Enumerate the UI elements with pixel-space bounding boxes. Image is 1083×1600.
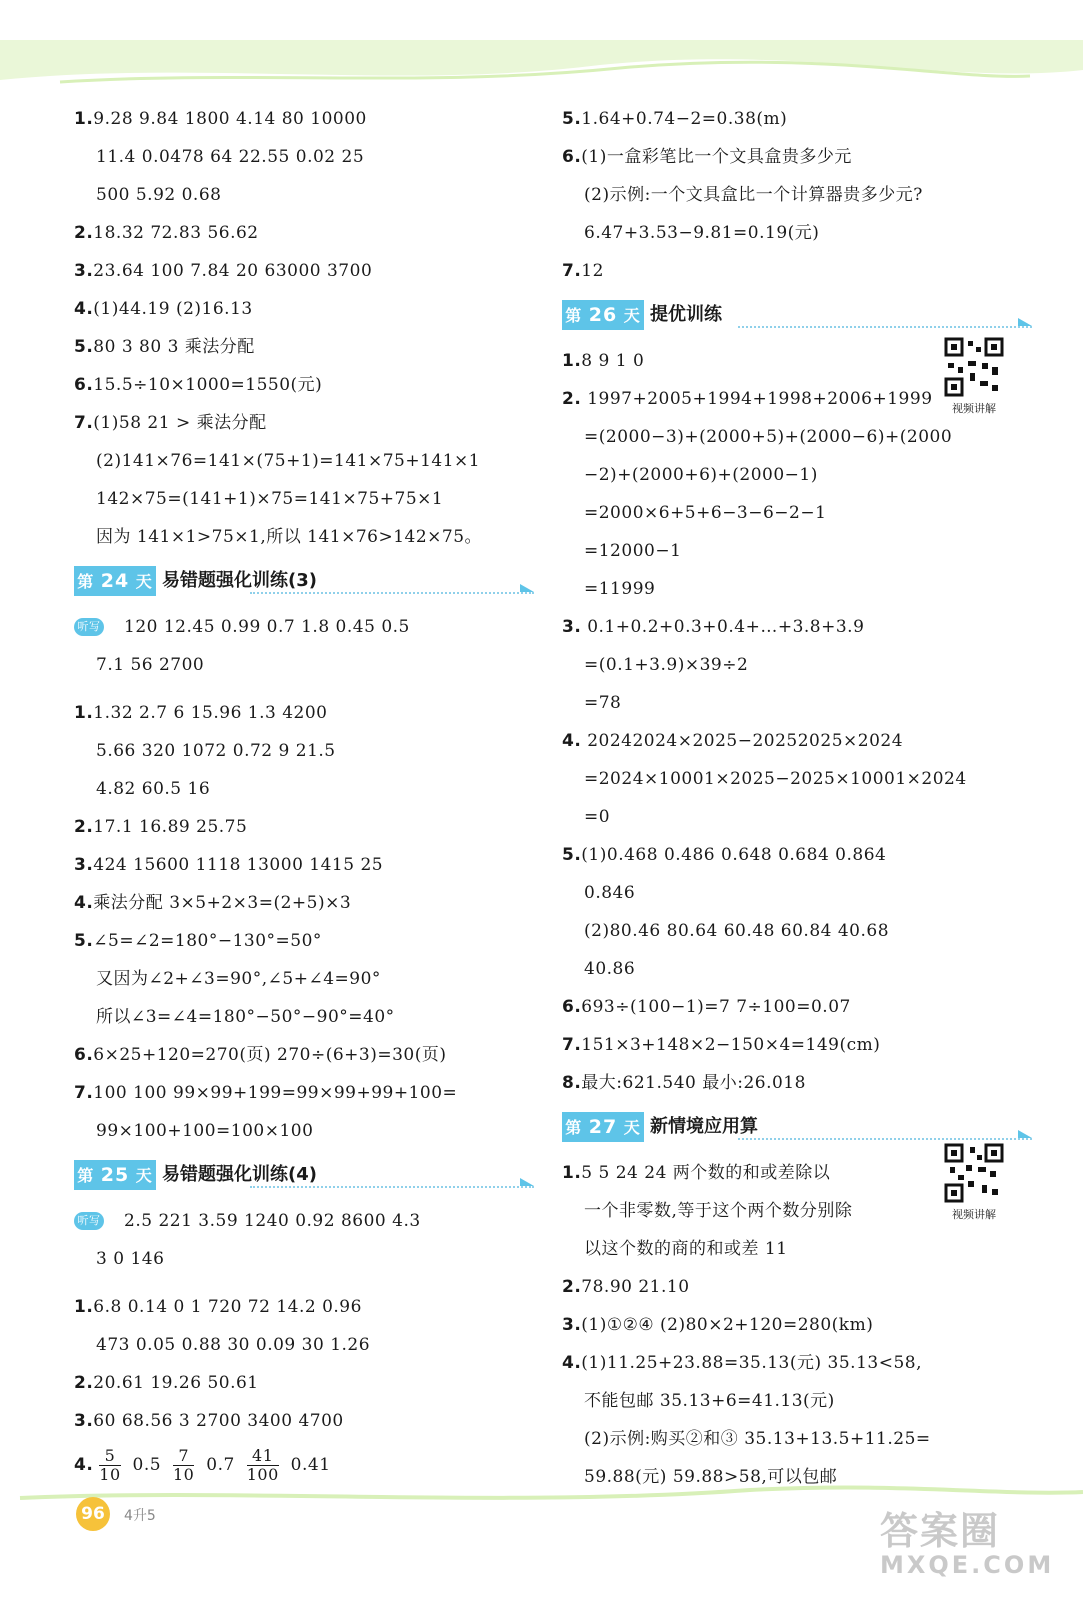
day-badge-suffix: 天	[129, 572, 153, 591]
question-number: 3.	[74, 1411, 94, 1431]
answer-text: 120 12.45 0.99 0.7 1.8 0.45 0.5	[124, 617, 410, 637]
answer-line	[562, 1064, 1032, 1102]
answer-line	[74, 366, 534, 404]
answer-line	[74, 846, 534, 884]
answer-value: 0.5	[126, 1455, 167, 1475]
section-title: 新情境应用算	[650, 1116, 758, 1137]
answer-line	[562, 836, 1032, 874]
answer-text: 60 68.56 3 2700 3400 4700	[93, 1411, 344, 1431]
answer-text: 以这个数的商的和或差 11	[584, 1239, 788, 1259]
answer-text: 473 0.05 0.88 30 0.09 30 1.26	[96, 1335, 371, 1355]
question-number: 6.	[562, 997, 582, 1017]
answer-text: 7.1 56 2700	[96, 655, 205, 675]
answer-line	[74, 1240, 534, 1278]
section-title: 易错题强化训练(4)	[162, 1164, 317, 1185]
answer-text: 0.846	[584, 883, 636, 903]
answer-line	[74, 646, 534, 684]
section-header	[74, 1152, 534, 1198]
answer-line	[562, 1268, 1032, 1306]
answer-line	[562, 646, 1032, 684]
fraction	[247, 1447, 279, 1484]
answer-line	[74, 442, 534, 480]
answer-value: 0.7	[200, 1455, 241, 1475]
question-number: 2.	[74, 223, 94, 243]
question-number: 4.	[74, 893, 94, 913]
day-badge	[74, 566, 156, 596]
answer-text: (1)44.19 (2)16.13	[93, 299, 253, 319]
answer-text: (2)80.46 80.64 60.48 60.84 40.68	[584, 921, 890, 941]
answer-line	[74, 1326, 534, 1364]
header-arrow-icon	[1018, 318, 1032, 326]
answer-text: 40.86	[584, 959, 636, 979]
question-number: 7.	[74, 1083, 94, 1103]
answer-text: 最大:621.540 最小:26.018	[581, 1073, 806, 1093]
dictation-tag-icon: 听写	[74, 1212, 104, 1230]
fraction	[99, 1447, 120, 1484]
dictation-tag-icon: 听写	[74, 618, 104, 636]
answer-text: (2)示例:一个文具盒比一个计算器贵多少元?	[584, 185, 923, 205]
answer-text: 15.5÷10×1000=1550(元)	[93, 375, 323, 395]
answer-text: 1997+2005+1994+1998+2006+1999	[581, 389, 933, 409]
header-dotted-line	[738, 326, 1032, 328]
answer-line	[74, 1440, 534, 1490]
answer-line	[74, 100, 534, 138]
answer-text: 500 5.92 0.68	[96, 185, 222, 205]
fraction	[173, 1447, 194, 1484]
answer-text: =78	[584, 693, 622, 713]
header-dotted-line	[250, 592, 534, 594]
answer-text: 23.64 100 7.84 20 63000 3700	[93, 261, 373, 281]
question-number: 4.	[74, 299, 94, 319]
qr-code-icon[interactable]	[944, 1143, 1004, 1203]
answer-text: 20.61 19.26 50.61	[93, 1373, 259, 1393]
question-number: 4.	[562, 731, 582, 751]
answer-text: =2024×10001×2025−2025×10001×2024	[584, 769, 967, 789]
answer-text: −2)+(2000+6)+(2000−1)	[584, 465, 818, 485]
section-title: 提优训练	[650, 304, 722, 325]
header-arrow-icon	[1018, 1130, 1032, 1138]
day-number: 24	[100, 570, 130, 592]
answer-text: =(0.1+3.9)×39÷2	[584, 655, 749, 675]
section-title: 易错题强化训练(3)	[162, 570, 317, 591]
spacer	[74, 684, 534, 694]
question-number: 2.	[74, 1373, 94, 1393]
answer-line	[74, 518, 534, 556]
fraction-denominator: 10	[99, 1465, 121, 1484]
answer-text: 20242024×2025−20252025×2024	[581, 731, 904, 751]
answer-text: 因为 141×1>75×1,所以 141×76>142×75。	[96, 527, 483, 547]
answer-line	[562, 760, 1032, 798]
answer-text: 8 9 1 0	[581, 351, 645, 371]
answer-text: 6.8 0.14 0 1 720 72 14.2 0.96	[93, 1297, 362, 1317]
question-number: 1.	[562, 351, 582, 371]
day-badge-prefix: 第	[565, 1118, 589, 1137]
answer-text: (1)0.468 0.486 0.648 0.684 0.864	[581, 845, 887, 865]
section-header	[74, 558, 534, 604]
answer-text: 一个非零数,等于这个两个数分别除	[584, 1201, 853, 1221]
question-number: 7.	[562, 261, 582, 281]
day-badge-prefix: 第	[77, 572, 101, 591]
answer-line	[562, 988, 1032, 1026]
answer-text: 5 5 24 24 两个数的和或差除以	[581, 1163, 831, 1183]
qr-code-icon[interactable]	[944, 337, 1004, 397]
answer-text: 又因为∠2+∠3=90°,∠5+∠4=90°	[96, 969, 381, 989]
answer-line	[74, 608, 534, 646]
answer-line	[74, 1364, 534, 1402]
answer-line	[562, 456, 1032, 494]
answer-line	[74, 1288, 534, 1326]
answer-line	[562, 1230, 1032, 1268]
answer-line	[562, 176, 1032, 214]
answer-text: 151×3+148×2−150×4=149(cm)	[581, 1035, 881, 1055]
answer-text: 2.5 221 3.59 1240 0.92 8600 4.3	[124, 1211, 421, 1231]
question-number: 5.	[74, 931, 94, 951]
question-number: 2.	[74, 817, 94, 837]
question-number: 3.	[562, 617, 582, 637]
answer-text: 4.82 60.5 16	[96, 779, 211, 799]
answer-text: (1)①②④ (2)80×2+120=280(km)	[581, 1315, 874, 1335]
answer-text: (2)141×76=141×(75+1)=141×75+141×1	[96, 451, 481, 471]
answer-text: 59.88(元) 59.88>58,可以包邮	[584, 1467, 838, 1487]
answer-line	[74, 1074, 534, 1112]
answer-text: 5.66 320 1072 0.72 9 21.5	[96, 741, 336, 761]
answer-text: (1)58 21 > 乘法分配	[93, 413, 267, 433]
top-wave-decoration	[0, 40, 1083, 100]
question-number: 6.	[562, 147, 582, 167]
day-number: 26	[588, 304, 618, 326]
answer-text: 80 3 80 3 乘法分配	[93, 337, 255, 357]
answer-text: 12	[581, 261, 604, 281]
fraction-denominator: 100	[246, 1465, 279, 1484]
answer-text: =11999	[584, 579, 656, 599]
answer-line	[74, 998, 534, 1036]
answer-line	[562, 138, 1032, 176]
header-dotted-line	[250, 1186, 534, 1188]
answer-text: 所以∠3=∠4=180°−50°−90°=40°	[96, 1007, 395, 1027]
day-badge	[74, 1160, 156, 1190]
answer-line	[562, 798, 1032, 836]
answer-line	[74, 1402, 534, 1440]
question-number: 1.	[74, 703, 94, 723]
answer-line	[74, 1036, 534, 1074]
answer-line	[74, 960, 534, 998]
question-number: 4.	[74, 1455, 94, 1475]
question-number: 6.	[74, 1045, 94, 1065]
question-number: 6.	[74, 375, 94, 395]
answer-text: 100 100 99×99+199=99×99+99+100=	[93, 1083, 458, 1103]
answer-line	[562, 252, 1032, 290]
answer-line	[562, 608, 1032, 646]
day-badge-suffix: 天	[617, 1118, 641, 1137]
question-number: 5.	[562, 845, 582, 865]
answer-line	[74, 732, 534, 770]
page-number-badge: 96	[76, 1497, 110, 1531]
answer-line	[74, 404, 534, 442]
answer-text: 6×25+120=270(页) 270÷(6+3)=30(页)	[93, 1045, 447, 1065]
watermark	[880, 1500, 1054, 1579]
right-column	[562, 100, 1032, 1496]
header-dotted-line	[738, 1138, 1032, 1140]
answer-line	[562, 1306, 1032, 1344]
answer-line	[74, 328, 534, 366]
answer-line	[74, 480, 534, 518]
day-badge-prefix: 第	[565, 306, 589, 325]
answer-text: 3 0 146	[96, 1249, 165, 1269]
question-number: 8.	[562, 1073, 582, 1093]
answer-line	[74, 922, 534, 960]
answer-line	[562, 214, 1032, 252]
question-number: 1.	[74, 1297, 94, 1317]
answer-line	[562, 418, 1032, 456]
answer-line	[74, 694, 534, 732]
question-number: 1.	[562, 1163, 582, 1183]
answer-text: ∠5=∠2=180°−130°=50°	[93, 931, 322, 951]
answer-line	[74, 808, 534, 846]
watermark-top: 答案圈	[880, 1509, 1001, 1553]
day-number: 27	[588, 1116, 618, 1138]
answer-text: =12000−1	[584, 541, 682, 561]
answer-line	[562, 494, 1032, 532]
question-number: 2.	[562, 1277, 582, 1297]
answer-text: 0.1+0.2+0.3+0.4+…+3.8+3.9	[581, 617, 865, 637]
answer-text: 693÷(100−1)=7 7÷100=0.07	[581, 997, 851, 1017]
answer-line	[562, 570, 1032, 608]
fraction-denominator: 10	[173, 1465, 195, 1484]
answer-line	[74, 290, 534, 328]
day-badge-prefix: 第	[77, 1166, 101, 1185]
fraction-numerator: 5	[99, 1447, 120, 1466]
answer-line	[74, 214, 534, 252]
answer-text: (1)11.25+23.88=35.13(元) 35.13<58,	[581, 1353, 922, 1373]
answer-line	[74, 138, 534, 176]
answer-text: 99×100+100=100×100	[96, 1121, 314, 1141]
answer-text: 1.64+0.74−2=0.38(m)	[581, 109, 788, 129]
day-badge	[562, 300, 644, 330]
day-badge-suffix: 天	[617, 306, 641, 325]
answer-line	[562, 1382, 1032, 1420]
answer-text: 142×75=(141+1)×75=141×75+75×1	[96, 489, 444, 509]
answer-line	[74, 770, 534, 808]
day-badge-suffix: 天	[129, 1166, 153, 1185]
answer-line	[562, 100, 1032, 138]
answer-line	[562, 1344, 1032, 1382]
header-arrow-icon	[520, 1178, 534, 1186]
answer-line	[562, 950, 1032, 988]
answer-text: 11.4 0.0478 64 22.55 0.02 25	[96, 147, 365, 167]
watermark-bottom: MXQE.COM	[880, 1551, 1055, 1579]
fraction-numerator: 7	[173, 1447, 194, 1466]
answer-text: 424 15600 1118 13000 1415 25	[93, 855, 384, 875]
day-number: 25	[100, 1164, 130, 1186]
question-number: 2.	[562, 389, 582, 409]
question-number: 7.	[562, 1035, 582, 1055]
answer-text: =(2000−3)+(2000+5)+(2000−6)+(2000	[584, 427, 953, 447]
answer-line	[562, 874, 1032, 912]
question-number: 5.	[562, 109, 582, 129]
answer-line	[74, 1202, 534, 1240]
answer-line	[74, 176, 534, 214]
question-number: 3.	[562, 1315, 582, 1335]
answer-text: (2)示例:购买②和③ 35.13+13.5+11.25=	[584, 1429, 931, 1449]
answer-line	[74, 884, 534, 922]
spacer	[74, 1278, 534, 1288]
answer-line	[74, 1112, 534, 1150]
qr-caption: 视频讲解	[952, 1208, 996, 1221]
left-column	[74, 100, 534, 1490]
answer-text: 17.1 16.89 25.75	[93, 817, 248, 837]
answer-text: 78.90 21.10	[581, 1277, 690, 1297]
answer-line	[562, 1026, 1032, 1064]
grade-tag: 4升5	[124, 1508, 156, 1524]
answer-line	[74, 252, 534, 290]
answer-text: (1)一盒彩笔比一个文具盒贵多少元	[581, 147, 852, 167]
answer-line	[562, 1458, 1032, 1496]
answer-text: 1.32 2.7 6 15.96 1.3 4200	[93, 703, 328, 723]
answer-text: =0	[584, 807, 611, 827]
question-number: 1.	[74, 109, 94, 129]
fraction-numerator: 41	[247, 1447, 279, 1466]
answer-text: 不能包邮 35.13+6=41.13(元)	[584, 1391, 835, 1411]
answer-text: 9.28 9.84 1800 4.14 80 10000	[93, 109, 367, 129]
answer-text: 18.32 72.83 56.62	[93, 223, 259, 243]
answer-text: =2000×6+5+6−3−6−2−1	[584, 503, 827, 523]
day-badge	[562, 1112, 644, 1142]
answer-text: 6.47+3.53−9.81=0.19(元)	[584, 223, 820, 243]
question-number: 7.	[74, 413, 94, 433]
section-header	[562, 292, 1032, 338]
answer-text: 乘法分配 3×5+2×3=(2+5)×3	[93, 893, 352, 913]
answer-line	[562, 912, 1032, 950]
answer-line	[562, 684, 1032, 722]
answer-value: 0.41	[284, 1455, 331, 1475]
header-arrow-icon	[520, 584, 534, 592]
answer-line	[562, 722, 1032, 760]
answer-line	[562, 532, 1032, 570]
question-number: 3.	[74, 261, 94, 281]
question-number: 5.	[74, 337, 94, 357]
question-number: 4.	[562, 1353, 582, 1373]
qr-caption: 视频讲解	[952, 402, 996, 415]
answer-line	[562, 1420, 1032, 1458]
question-number: 3.	[74, 855, 94, 875]
